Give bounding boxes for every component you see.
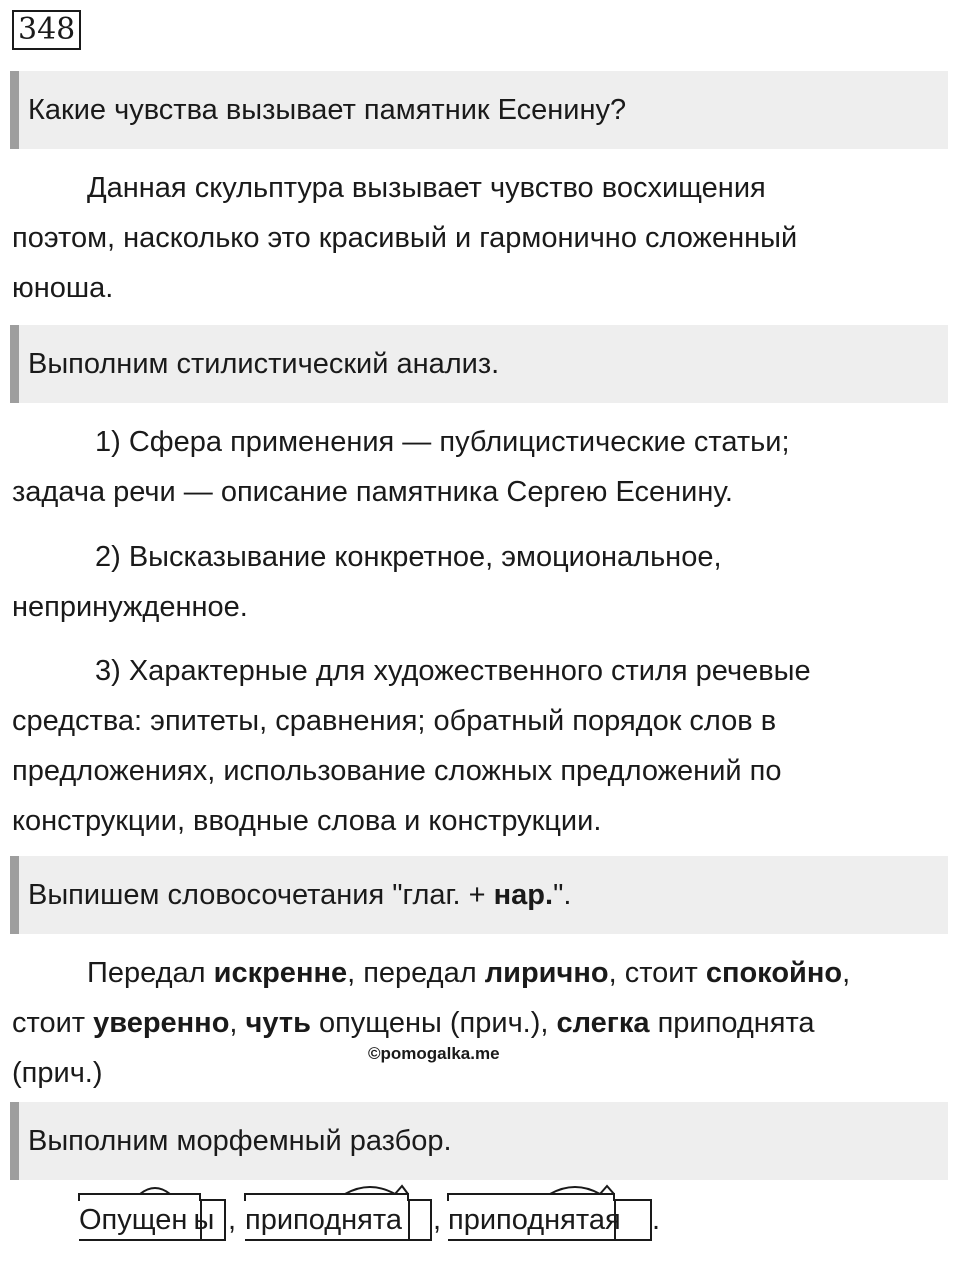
root-arc (550, 1187, 600, 1194)
stem: Опущен (79, 1204, 188, 1236)
word: опущены (прич.), (310, 1007, 557, 1039)
ending-box (409, 1200, 431, 1240)
adverb: чуть (245, 1007, 311, 1039)
suffix-mark (395, 1186, 408, 1194)
text-line (12, 998, 948, 1048)
ending: ы (193, 1204, 215, 1236)
text-line: непринужденное. (12, 591, 248, 623)
text-line: Данная скульптура вызывает чувство восхищения (87, 172, 766, 204)
adverb: лирично (484, 957, 609, 989)
ending: а (385, 1204, 402, 1236)
adverb: искренне (213, 957, 348, 989)
text-line (12, 948, 948, 998)
text-line: юноша. (12, 272, 114, 304)
text-line: (прич.) (12, 1057, 103, 1089)
word: , (842, 957, 851, 989)
separator: . (652, 1204, 661, 1236)
style-item-2 (12, 532, 948, 632)
morpheme-word-3 (448, 1200, 621, 1240)
header-text: ". (553, 879, 572, 911)
answer-feelings (12, 163, 948, 313)
word: , стоит (608, 957, 706, 989)
word: , (229, 1007, 246, 1039)
header-bold: нар. (493, 879, 554, 911)
question-header-morpheme: Выполним морфемный разбор. (10, 1102, 948, 1180)
text-line: конструкции, вводные слова и конструкции. (12, 805, 602, 837)
word: , передал (347, 957, 485, 989)
text-line: предложениях, использование сложных предложений по (12, 755, 782, 787)
question-header-feelings: Какие чувства вызывает памятник Есенину? (10, 71, 948, 149)
stem: приподнят (448, 1204, 589, 1236)
word: приподнята (649, 1007, 815, 1039)
separator: , (228, 1204, 237, 1236)
separator: , (433, 1204, 442, 1236)
text-line: 2) Высказывание конкретное, эмоциональное, (95, 541, 722, 573)
root-arc (345, 1187, 395, 1194)
style-item-1 (12, 417, 948, 517)
text-line: задача речи — описание памятника Сергею Есенину. (12, 476, 733, 508)
word: Передал (87, 957, 214, 989)
morpheme-analysis (0, 1180, 960, 1260)
adverb: уверенно (93, 1007, 230, 1039)
text-line: поэтом, насколько это красивый и гармонично сложенный (12, 222, 798, 254)
text-line: средства: эпитеты, сравнения; обратный порядок слов в (12, 705, 777, 737)
stem: приподнят (245, 1204, 386, 1236)
text-line: 1) Сфера применения — публицистические статьи; (95, 426, 790, 458)
adverb: слегка (556, 1007, 650, 1039)
style-item-3 (12, 646, 948, 846)
question-header-collocations (10, 856, 948, 934)
text-line: 3) Характерные для художественного стиля речевые (95, 655, 811, 687)
answer-collocations (12, 948, 948, 1098)
watermark: ©pomogalka.me (368, 1044, 500, 1063)
adverb: спокойно (705, 957, 843, 989)
question-header-style-analysis: Выполним стилистический анализ. (10, 325, 948, 403)
morpheme-word-1 (79, 1200, 214, 1240)
morpheme-word-2 (245, 1200, 402, 1240)
page-number: 348 (12, 10, 81, 50)
ending: ая (588, 1204, 621, 1236)
header-text: Выпишем словосочетания "глаг. + (28, 879, 494, 911)
suffix-mark (600, 1186, 614, 1194)
word: стоит (12, 1007, 94, 1039)
